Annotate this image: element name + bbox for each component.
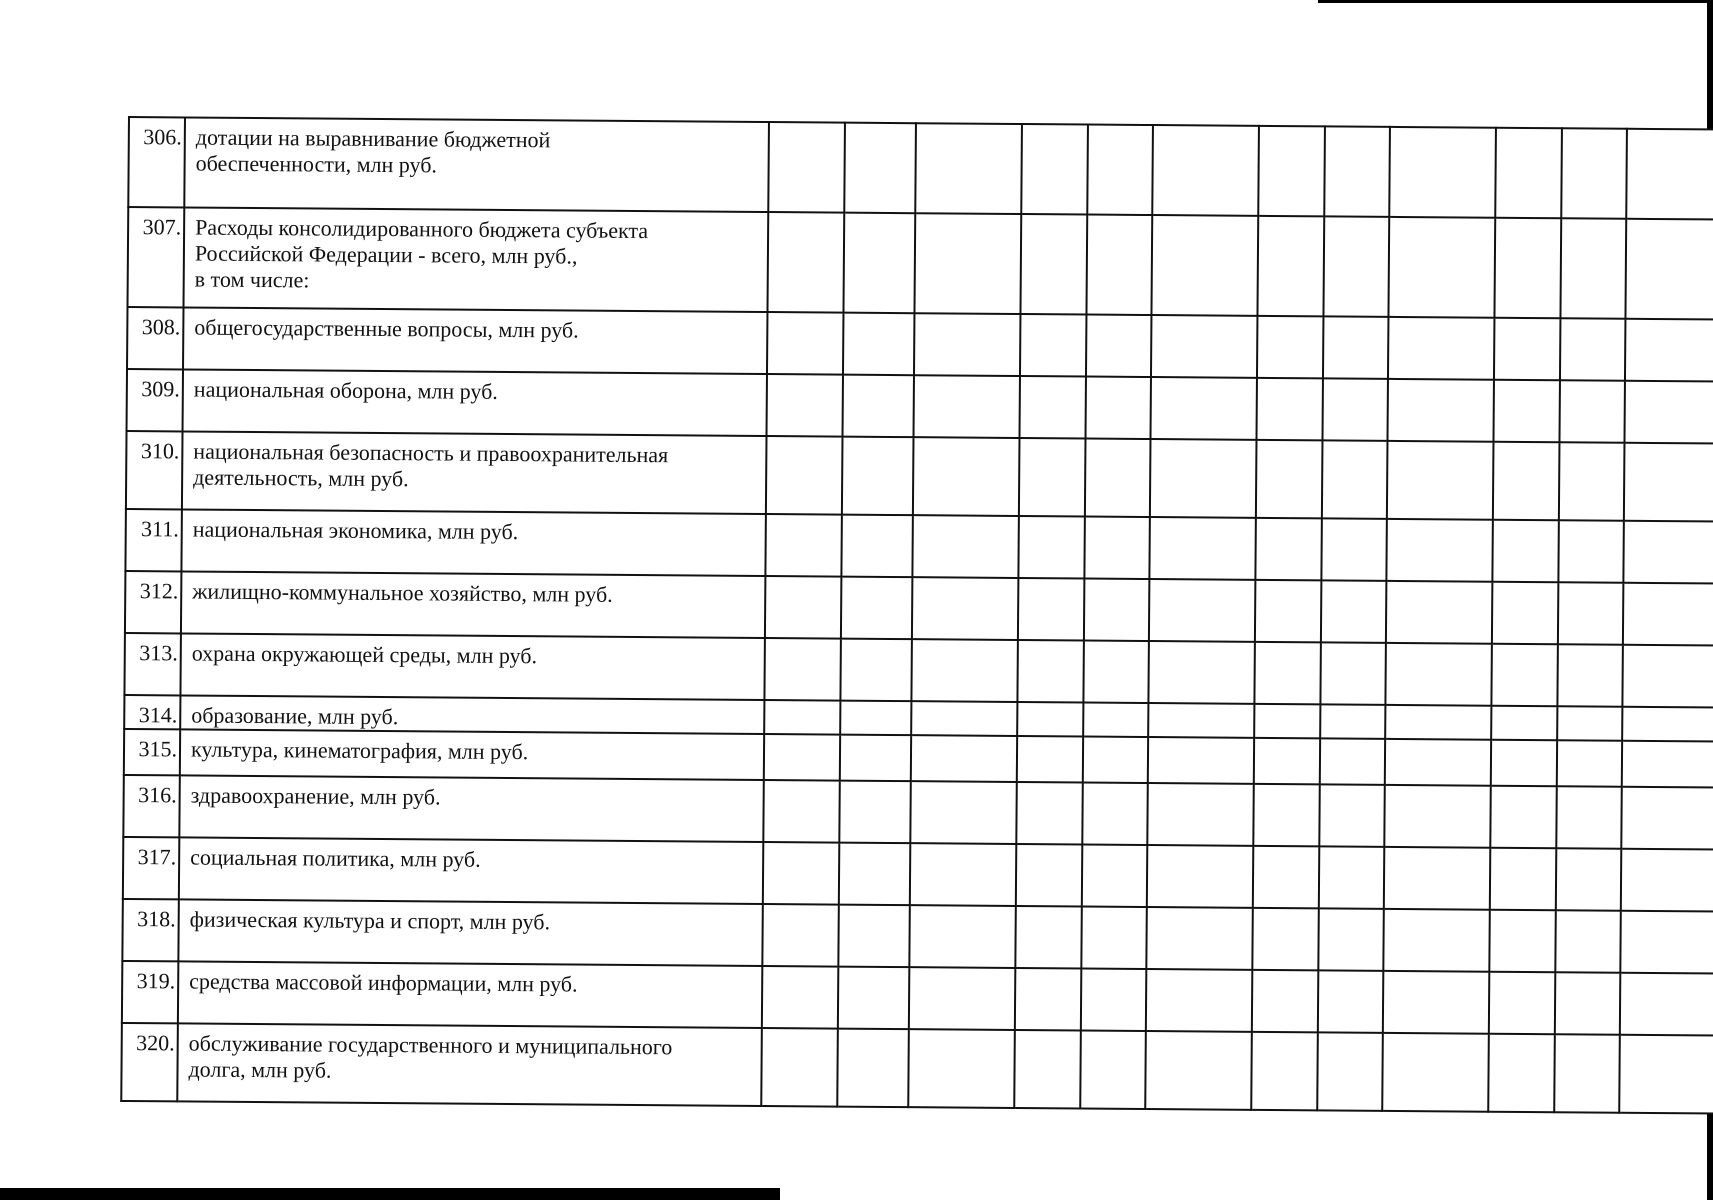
- value-cell: [1083, 641, 1148, 704]
- value-cell: [1622, 707, 1713, 742]
- value-cell: [1320, 704, 1385, 739]
- value-cell: [1256, 378, 1322, 441]
- value-cell: [1557, 644, 1622, 707]
- value-cell: [1257, 216, 1324, 317]
- row-label-line: дотации на выравнивание бюджетной: [195, 124, 551, 153]
- row-label-line: физическая культура и спорт, млн руб.: [189, 906, 551, 935]
- value-cell: [1082, 845, 1147, 908]
- value-cell: [1620, 973, 1713, 1036]
- value-cell: [1147, 845, 1253, 908]
- value-cell: [1320, 738, 1385, 785]
- value-cell: [839, 781, 910, 844]
- value-cell: [1625, 219, 1713, 320]
- value-cell: [763, 780, 839, 843]
- value-cell: [1321, 518, 1386, 581]
- value-cell: [1151, 215, 1258, 316]
- value-cell: [1495, 128, 1562, 219]
- row-label-line: жилищно-коммунальное хозяйство, млн руб.: [192, 578, 613, 607]
- value-cell: [838, 905, 909, 968]
- value-cell: [1494, 318, 1560, 381]
- value-cell: [1323, 216, 1389, 317]
- value-cell: [838, 967, 909, 1030]
- value-cell: [1488, 1034, 1555, 1113]
- value-cell: [1084, 579, 1149, 642]
- value-cell: [764, 700, 840, 735]
- row-number: 307.: [127, 207, 184, 307]
- value-cell: [1015, 906, 1081, 969]
- value-cell: [1020, 314, 1086, 377]
- value-cell: [1019, 438, 1086, 517]
- value-cell: [1020, 214, 1087, 315]
- value-cell: [1489, 910, 1555, 973]
- value-cell: [1620, 911, 1713, 974]
- value-cell: [1085, 439, 1151, 518]
- value-cell: [840, 639, 911, 702]
- scan-edge-top: [1318, 0, 1713, 3]
- row-number: 312.: [125, 571, 181, 633]
- value-cell: [1083, 703, 1148, 738]
- row-number: 318.: [122, 899, 178, 961]
- value-cell: [1621, 787, 1713, 850]
- scan-edge-bottom: [0, 1188, 780, 1200]
- value-cell: [1318, 908, 1383, 971]
- value-cell: [1492, 582, 1558, 645]
- value-cell: [1258, 126, 1325, 217]
- row-label-line: охрана окружающей среды, млн руб.: [191, 640, 538, 669]
- row-label-line: деятельность, млн руб.: [193, 464, 409, 492]
- value-cell: [1494, 218, 1561, 319]
- row-number: 309.: [127, 369, 183, 431]
- value-cell: [1256, 440, 1323, 519]
- row-label-line: долга, млн руб.: [188, 1056, 332, 1083]
- value-cell: [1146, 969, 1252, 1032]
- value-cell: [1492, 520, 1558, 583]
- row-number: 313.: [124, 633, 180, 695]
- table-row: [128, 117, 1713, 220]
- value-cell: [1322, 440, 1388, 519]
- value-cell: [1255, 518, 1321, 581]
- value-cell: [1489, 972, 1555, 1035]
- row-label: [178, 899, 762, 966]
- value-cell: [1490, 848, 1556, 911]
- table-row: [127, 207, 1713, 320]
- value-cell: [1384, 847, 1490, 910]
- value-cell: [764, 638, 840, 701]
- row-label-line: социальная политика, млн руб.: [190, 844, 481, 872]
- value-cell: [1017, 640, 1083, 703]
- value-cell: [1387, 441, 1494, 520]
- value-cell: [1021, 124, 1088, 215]
- value-cell: [1490, 786, 1556, 849]
- row-label: [181, 509, 765, 576]
- value-cell: [1086, 215, 1152, 316]
- value-cell: [1018, 516, 1084, 579]
- value-cell: [911, 701, 1017, 736]
- value-cell: [1385, 643, 1491, 706]
- value-cell: [843, 375, 914, 438]
- value-cell: [1017, 702, 1083, 737]
- value-cell: [1017, 736, 1083, 783]
- value-cell: [1151, 315, 1257, 378]
- value-cell: [1016, 782, 1082, 845]
- value-cell: [1318, 970, 1383, 1033]
- value-cell: [1491, 706, 1557, 741]
- value-cell: [1149, 579, 1255, 642]
- value-cell: [1146, 907, 1252, 970]
- value-cell: [1555, 972, 1620, 1035]
- row-label: [178, 961, 762, 1028]
- row-number: 315.: [124, 729, 180, 775]
- row-label: [183, 369, 767, 436]
- value-cell: [1559, 442, 1625, 521]
- value-cell: [1016, 844, 1082, 907]
- value-cell: [1251, 1032, 1318, 1111]
- value-cell: [1622, 645, 1713, 708]
- row-label-line: образование, млн руб.: [191, 702, 399, 730]
- value-cell: [910, 781, 1016, 844]
- value-cell: [840, 735, 911, 782]
- value-cell: [1319, 784, 1384, 847]
- value-cell: [1317, 1032, 1383, 1111]
- row-label: [181, 571, 765, 638]
- value-cell: [767, 312, 843, 375]
- value-cell: [914, 375, 1020, 438]
- row-label-line: общегосударственные вопросы, млн руб.: [194, 314, 579, 343]
- value-cell: [911, 639, 1017, 702]
- value-cell: [765, 576, 841, 639]
- row-label-line: национальная безопасность и правоохранительная: [193, 438, 669, 468]
- value-cell: [766, 436, 843, 515]
- value-cell: [763, 842, 839, 905]
- value-cell: [1561, 128, 1627, 219]
- value-cell: [1557, 740, 1622, 787]
- value-cell: [1254, 738, 1320, 785]
- value-cell: [1148, 641, 1254, 704]
- value-cell: [762, 966, 838, 1029]
- row-label-line: в том числе:: [194, 266, 310, 293]
- value-cell: [768, 122, 845, 213]
- value-cell: [761, 1028, 838, 1107]
- row-number: 308.: [127, 307, 183, 369]
- value-cell: [842, 437, 914, 516]
- value-cell: [844, 123, 916, 214]
- row-number: 320.: [121, 1023, 178, 1101]
- value-cell: [841, 515, 912, 578]
- value-cell: [767, 212, 844, 313]
- row-number: 311.: [125, 509, 181, 571]
- value-cell: [1493, 442, 1560, 521]
- value-cell: [1323, 316, 1388, 379]
- value-cell: [1493, 380, 1559, 443]
- value-cell: [1253, 784, 1319, 847]
- value-cell: [1556, 848, 1621, 911]
- row-label: [179, 837, 763, 904]
- value-cell: [1557, 706, 1622, 741]
- value-cell: [1382, 1033, 1489, 1112]
- row-label-line: национальная оборона, млн руб.: [193, 376, 498, 404]
- value-cell: [1084, 517, 1149, 580]
- value-cell: [912, 515, 1018, 578]
- value-cell: [841, 577, 912, 640]
- value-cell: [912, 577, 1018, 640]
- value-cell: [1019, 376, 1085, 439]
- value-cell: [1014, 1030, 1081, 1109]
- value-cell: [1150, 377, 1256, 440]
- row-label: [180, 633, 764, 700]
- row-number: 310.: [126, 431, 183, 509]
- row-label: [183, 307, 767, 374]
- value-cell: [1624, 443, 1713, 522]
- value-cell: [1626, 129, 1713, 220]
- value-cell: [1252, 908, 1318, 971]
- row-label-line: национальная экономика, млн руб.: [192, 516, 519, 545]
- value-cell: [1558, 520, 1623, 583]
- row-label: [180, 729, 764, 780]
- value-cell: [1150, 439, 1257, 518]
- value-cell: [1254, 642, 1320, 705]
- row-label: [179, 775, 763, 842]
- value-cell: [909, 967, 1015, 1030]
- value-cell: [1152, 125, 1259, 216]
- row-label-line: обеспеченности, млн руб.: [195, 150, 438, 178]
- value-cell: [1319, 846, 1384, 909]
- value-cell: [909, 905, 1015, 968]
- value-cell: [1081, 907, 1146, 970]
- value-cell: [1388, 217, 1495, 318]
- row-label: [184, 117, 769, 212]
- value-cell: [765, 514, 841, 577]
- row-label-line: здравоохранение, млн руб.: [190, 782, 441, 810]
- value-cell: [1087, 125, 1153, 216]
- value-cell: [840, 701, 911, 736]
- value-cell: [1149, 517, 1255, 580]
- row-label-line: Российской Федерации - всего, млн руб.,: [194, 240, 578, 269]
- value-cell: [839, 843, 910, 906]
- value-cell: [1083, 737, 1148, 784]
- value-cell: [843, 213, 915, 314]
- value-cell: [911, 735, 1017, 782]
- value-cell: [764, 734, 840, 781]
- value-cell: [1324, 126, 1390, 217]
- value-cell: [1255, 580, 1321, 643]
- budget-expenses-table: [120, 116, 1713, 1115]
- value-cell: [1388, 317, 1494, 380]
- value-cell: [1560, 218, 1626, 319]
- value-cell: [1555, 910, 1620, 973]
- value-cell: [1383, 909, 1489, 972]
- value-cell: [915, 123, 1022, 214]
- table-row: [121, 1023, 1713, 1114]
- value-cell: [1145, 1031, 1252, 1110]
- value-cell: [837, 1029, 909, 1108]
- value-cell: [1081, 969, 1146, 1032]
- value-cell: [843, 313, 914, 376]
- value-cell: [1621, 849, 1713, 912]
- value-cell: [913, 437, 1020, 516]
- row-label-line: средства массовой информации, млн руб.: [189, 968, 578, 997]
- row-label: [182, 431, 767, 514]
- row-label: [183, 207, 768, 312]
- value-cell: [1384, 785, 1490, 848]
- value-cell: [908, 1029, 1015, 1108]
- value-cell: [1085, 377, 1150, 440]
- value-cell: [1254, 704, 1320, 739]
- value-cell: [1623, 521, 1713, 584]
- value-cell: [1389, 127, 1496, 218]
- value-cell: [1491, 740, 1557, 787]
- value-cell: [1253, 846, 1319, 909]
- value-cell: [1625, 319, 1713, 382]
- row-label-line: обслуживание государственного и муниципального: [188, 1030, 673, 1060]
- value-cell: [1018, 578, 1084, 641]
- value-cell: [1556, 786, 1621, 849]
- value-cell: [1623, 583, 1713, 646]
- value-cell: [914, 213, 1021, 314]
- value-cell: [1558, 582, 1623, 645]
- value-cell: [1086, 315, 1151, 378]
- row-label: [177, 1023, 762, 1106]
- table-row: [126, 431, 1713, 522]
- value-cell: [1385, 705, 1491, 740]
- value-cell: [1080, 1031, 1146, 1110]
- value-cell: [1622, 741, 1713, 788]
- value-cell: [1560, 318, 1625, 381]
- value-cell: [1554, 1034, 1620, 1113]
- value-cell: [1320, 642, 1385, 705]
- value-cell: [1624, 381, 1713, 444]
- row-number: 316.: [123, 775, 179, 837]
- value-cell: [1147, 783, 1253, 846]
- value-cell: [1386, 519, 1492, 582]
- row-label-line: культура, кинематография, млн руб.: [190, 736, 529, 765]
- value-cell: [767, 374, 843, 437]
- value-cell: [1619, 1035, 1713, 1114]
- value-cell: [1257, 316, 1323, 379]
- table-body: [121, 117, 1713, 1114]
- value-cell: [1383, 971, 1489, 1034]
- row-number: 319.: [122, 961, 178, 1023]
- value-cell: [1322, 378, 1387, 441]
- value-cell: [910, 843, 1016, 906]
- value-cell: [1015, 968, 1081, 1031]
- row-number: 317.: [123, 837, 179, 899]
- row-number: 306.: [128, 117, 185, 207]
- value-cell: [914, 313, 1020, 376]
- row-label: [180, 695, 764, 734]
- value-cell: [1386, 581, 1492, 644]
- value-cell: [1385, 739, 1491, 786]
- value-cell: [1148, 737, 1254, 784]
- value-cell: [1082, 783, 1147, 846]
- value-cell: [1321, 580, 1386, 643]
- row-label-line: Расходы консолидированного бюджета субъекта: [195, 214, 649, 244]
- value-cell: [1491, 644, 1557, 707]
- document-sheet: [120, 116, 1713, 1115]
- row-number: 314.: [124, 695, 180, 729]
- value-cell: [1252, 970, 1318, 1033]
- value-cell: [1387, 379, 1493, 442]
- value-cell: [1148, 703, 1254, 738]
- value-cell: [1559, 380, 1624, 443]
- value-cell: [762, 904, 838, 967]
